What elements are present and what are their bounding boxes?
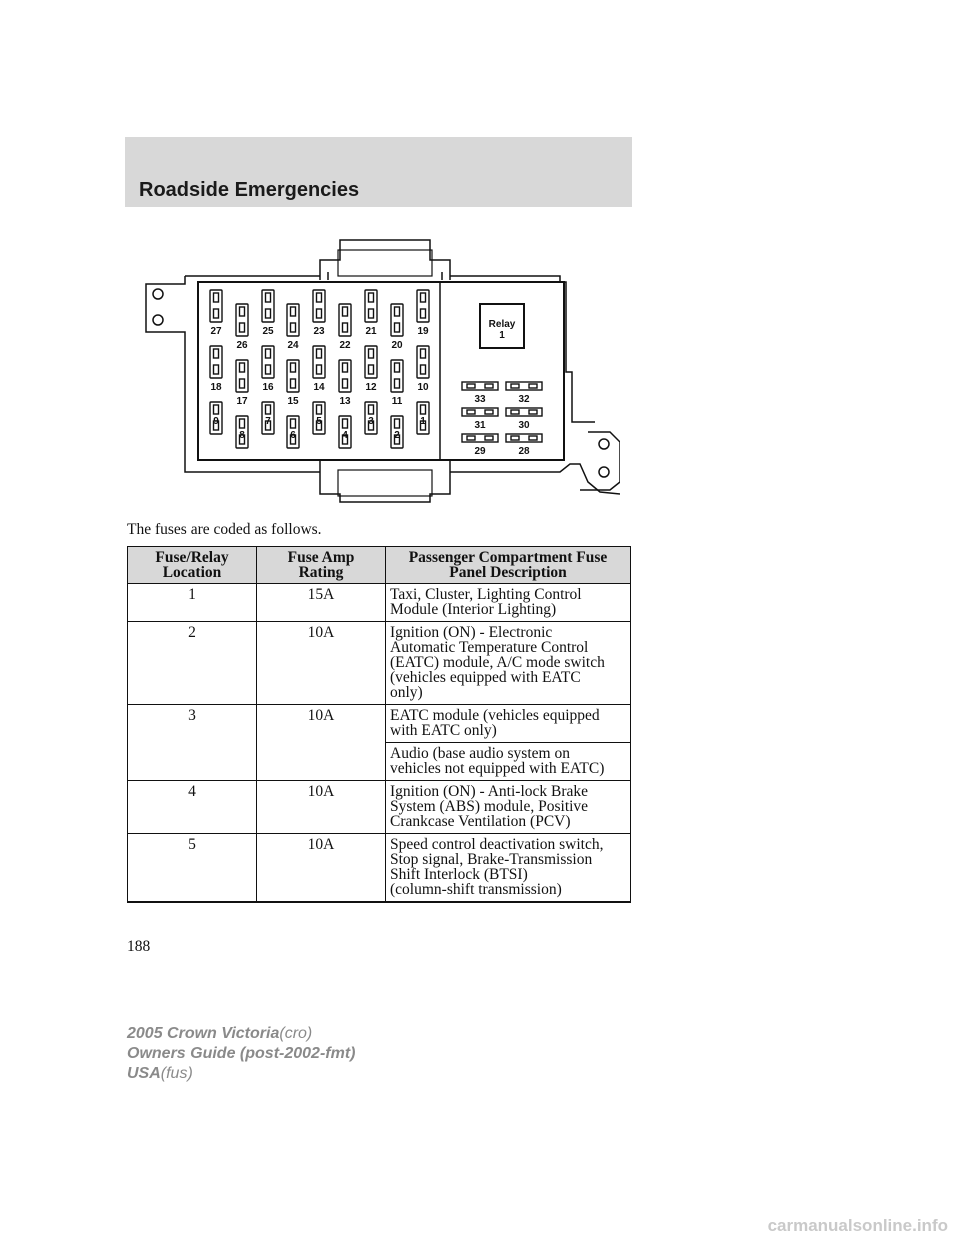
fuse-label-15: 15: [287, 396, 299, 407]
table-row: [128, 834, 631, 903]
cell-description: Ignition (ON) - Electronic Automatic Temperature Control (EATC) module, A/C mode switch (vehicles equipped with EATC only): [386, 622, 631, 705]
fuse-label-1: 1: [420, 416, 426, 427]
fuse-label-21: 21: [365, 326, 377, 337]
fuse-27: [210, 290, 222, 322]
fuse-21: [365, 290, 377, 322]
cell-location: 3: [128, 705, 257, 781]
fuse-24: [287, 304, 299, 336]
fuse-label-26: 26: [236, 340, 248, 351]
mini-fuse-label-33: 33: [474, 394, 486, 405]
table-row: [128, 622, 631, 705]
fuse-label-3: 3: [368, 416, 374, 427]
fuse-label-25: 25: [262, 326, 274, 337]
fuse-label-9: 9: [213, 416, 219, 427]
mini-fuse-label-31: 31: [474, 420, 486, 431]
relay-number: 1: [499, 330, 505, 341]
fuse-label-10: 10: [417, 382, 429, 393]
relay-label: Relay: [488, 319, 516, 330]
cell-location: 5: [128, 834, 257, 903]
footer: [127, 1024, 355, 1084]
header-rating: Fuse Amp Rating: [257, 547, 386, 584]
cell-rating: 15A: [257, 584, 386, 622]
fuse-label-24: 24: [287, 340, 299, 351]
mini-fuse-label-28: 28: [518, 446, 530, 457]
cell-description: EATC module (vehicles equipped with EATC only): [386, 705, 631, 743]
cell-location: 4: [128, 781, 257, 834]
fuse-panel-diagram: [140, 232, 620, 504]
footer-model: 2005 Crown Victoria: [127, 1025, 280, 1042]
fuse-15: [287, 360, 299, 392]
table-row: [128, 781, 631, 834]
footer-guide: Owners Guide (post-2002-fmt): [127, 1045, 356, 1062]
header-location: Fuse/Relay Location: [128, 547, 257, 584]
fuse-25: [262, 290, 274, 322]
cell-rating: 10A: [257, 781, 386, 834]
cell-description: Taxi, Cluster, Lighting Control Module (Interior Lighting): [386, 584, 631, 622]
cell-description: Ignition (ON) - Anti-lock Brake System (ABS) module, Positive Crankcase Ventilation (PCV): [386, 781, 631, 834]
mini-fuse-31: [462, 408, 498, 416]
fuse-label-4: 4: [342, 430, 348, 441]
fuse-20: [391, 304, 403, 336]
fuse-label-22: 22: [339, 340, 351, 351]
footer-model-code: (cro): [279, 1025, 313, 1042]
section-header: [125, 137, 632, 207]
fuse-23: [313, 290, 325, 322]
table-header-row: [128, 547, 631, 584]
watermark: carmanualsonline.info: [767, 1216, 948, 1235]
fuse-label-23: 23: [313, 326, 325, 337]
cell-location: 2: [128, 622, 257, 705]
table-row: [128, 584, 631, 622]
fuse-16: [262, 346, 274, 378]
fuse-12: [365, 346, 377, 378]
mini-fuse-29: [462, 434, 498, 442]
mini-fuse-label-29: 29: [474, 446, 486, 457]
fuse-label-18: 18: [210, 382, 222, 393]
mini-fuse-30: [506, 408, 542, 416]
mini-fuses: [462, 382, 542, 442]
fuse-11: [391, 360, 403, 392]
table-row: [128, 705, 631, 743]
section-title: Roadside Emergencies: [139, 179, 360, 201]
fuse-19: [417, 290, 429, 322]
mini-fuse-label-32: 32: [518, 394, 530, 405]
mini-fuse-28: [506, 434, 542, 442]
fuse-label-7: 7: [265, 416, 271, 427]
fuse-label-8: 8: [239, 430, 245, 441]
cell-description: Audio (base audio system on vehicles not equipped with EATC): [386, 743, 631, 781]
fuse-10: [417, 346, 429, 378]
fuse-table: [127, 546, 631, 903]
fuse-label-16: 16: [262, 382, 274, 393]
fuse-13: [339, 360, 351, 392]
fuse-label-17: 17: [236, 396, 248, 407]
fuse-14: [313, 346, 325, 378]
fuse-label-5: 5: [316, 416, 322, 427]
page-number: 188: [127, 938, 151, 955]
cell-location: 1: [128, 584, 257, 622]
mini-fuse-32: [506, 382, 542, 390]
fuse-17: [236, 360, 248, 392]
fuse-22: [339, 304, 351, 336]
fuse-label-6: 6: [290, 430, 296, 441]
fuse-18: [210, 346, 222, 378]
fuse-label-2: 2: [394, 430, 400, 441]
header-description: Passenger Compartment Fuse Panel Description: [386, 547, 631, 584]
intro-text: The fuses are coded as follows.: [127, 521, 322, 538]
fuse-label-20: 20: [391, 340, 403, 351]
fuse-label-19: 19: [417, 326, 429, 337]
mini-fuse-33: [462, 382, 498, 390]
fuse-label-13: 13: [339, 396, 351, 407]
cell-rating: 10A: [257, 834, 386, 903]
fuse-label-14: 14: [313, 382, 325, 393]
footer-market-code: (fus): [160, 1065, 193, 1082]
footer-market: USA: [127, 1065, 161, 1082]
cell-rating: 10A: [257, 622, 386, 705]
fuse-label-27: 27: [210, 326, 222, 337]
cell-rating: 10A: [257, 705, 386, 781]
fuse-label-12: 12: [365, 382, 377, 393]
fuse-26: [236, 304, 248, 336]
mini-fuse-label-30: 30: [518, 420, 530, 431]
cell-description: Speed control deactivation switch, Stop signal, Brake-Transmission Shift Interlock (BTSI) (column-shift transmission): [386, 834, 631, 903]
fuse-label-11: 11: [391, 396, 403, 407]
